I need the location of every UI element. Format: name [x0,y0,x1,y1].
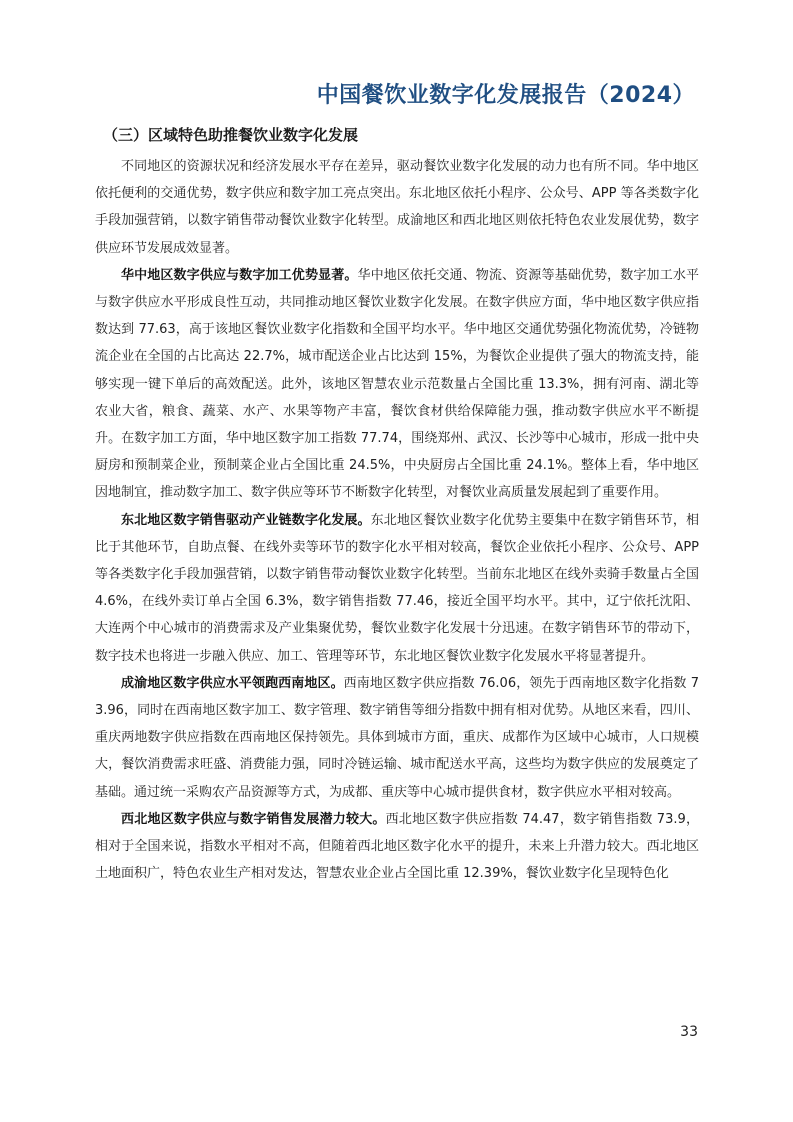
paragraph-text: 西南地区数字供应指数 76.06，领先于西南地区数字化指数 73.96，同时在西南地区数字加工、数字管理、数字销售等细分指数中拥有相对优势。从地区来看，四川、重庆两地数字供应指数在西南地区保持领先。具体到城市方面，重庆、成都作为区域中心城市，人口规模大，餐饮消费需求旺盛、消费能力强，同时冷链运输、城市配送水平高，这些均为数字供应的发展奠定了基础。通过统一采购农产品资源等方式，为成都、重庆等中心城市提供食材，数字供应水平相对较高。 [95,675,699,800]
report-title: 中国餐饮业数字化发展报告（2024） [316,83,695,108]
paragraph-text: 东北地区餐饮业数字化优势主要集中在数字销售环节，相比于其他环节，自助点餐、在线外卖等环节的数字化水平相对较高，餐饮企业依托小程序、公众号、APP 等各类数字化手段加强营销，以数字销售带动餐饮业数字化转型。当前东北地区在线外卖骑手数量占全国 4.6%，在线外卖订单占全国 6.3%，数字销售指数 77.46，接近全国平均水平。其中，辽宁依托沈阳、大连两个中心城市的消费需求及产业集聚优势，餐饮业数字化发展十分迅速。在数字销售环节的带动下，数字技术也将进一步融入供应、加工、管理等环节，东北地区餐饮业数字化发展水平将显著提升。 [95,512,699,664]
paragraph-chengyu [95,670,699,806]
paragraph-text: 西北地区数字供应指数 74.47，数字销售指数 73.9，相对于全国来说，指数水平相对不高，但随着西北地区数字化水平的提升，未来上升潜力较大。西北地区土地面积广，特色农业生产相对发达，智慧农业企业占全国比重 12.39%，餐饮业数字化呈现特色化 [95,811,699,882]
section-content [95,123,699,887]
section-heading: （三）区域特色助推餐饮业数字化发展 [103,126,359,144]
paragraph-central-china [95,262,699,507]
paragraph-lead: 东北地区数字销售驱动产业链数字化发展。 [121,512,371,528]
paragraph-intro [95,153,699,262]
paragraph-text: 不同地区的资源状况和经济发展水平存在差异，驱动餐饮业数字化发展的动力也有所不同。华中地区依托便利的交通优势，数字供应和数字加工亮点突出。东北地区依托小程序、公众号、APP 等各类数字化手段加强营销，以数字销售带动餐饮业数字化转型。成渝地区和西北地区则依托特色农业发展优势，数字供应环节发展成效显著。 [95,159,699,256]
paragraph-northeast [95,507,699,670]
paragraph-lead: 西北地区数字供应与数字销售发展潜力较大。 [121,811,386,827]
paragraph-text: 华中地区依托交通、物流、资源等基础优势，数字加工水平与数字供应水平形成良性互动，共同推动地区餐饮业数字化发展。在数字供应方面，华中地区数字供应指数达到 77.63，高于该地区餐饮业数字化指数和全国平均水平。华中地区交通优势强化物流优势，冷链物流企业在全国的占比高达 22.7%，城市配送企业占比达到 15%，为餐饮企业提供了强大的物流支持，能够实现一键下单后的高效配送。此外，该地区智慧农业示范数量占全国比重 13.3%，拥有河南、湖北等农业大省，粮食、蔬菜、水产、水果等物产丰富，餐饮食材供给保障能力强，推动数字供应水平不断提升。在数字加工方面，华中地区数字加工指数 77.74，围绕郑州、武汉、长沙等中心城市，形成一批中央厨房和预制菜企业，预制菜企业占全国比重 24.5%，中央厨房占全国比重 24.1%。整体上看，华中地区因地制宜，推动数字加工、数字供应等环节不断数字化转型，对餐饮业高质量发展起到了重要作用。 [95,267,699,501]
page-number: 33 [680,1024,698,1040]
paragraph-northwest [95,806,699,888]
paragraph-lead: 成渝地区数字供应水平领跑西南地区。 [121,675,344,691]
paragraph-lead: 华中地区数字供应与数字加工优势显著。 [121,267,358,283]
